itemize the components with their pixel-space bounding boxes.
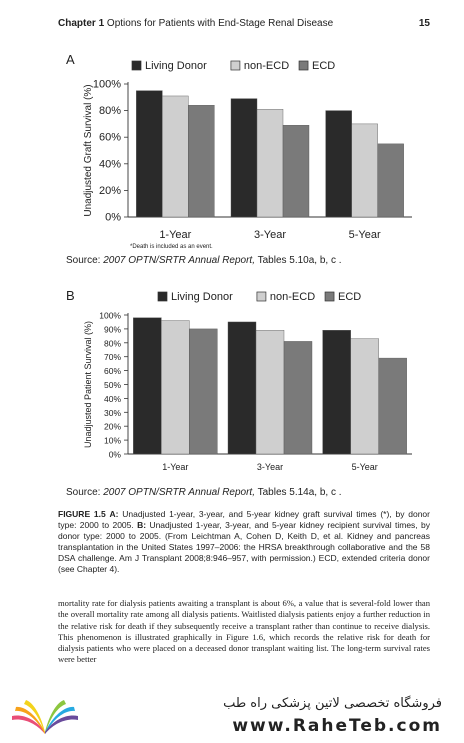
x-category-label: 3-Year (256, 462, 284, 472)
legend-swatch-3 (299, 61, 308, 70)
caption-b-marker: B: (137, 520, 147, 530)
chapter-title: Options for Patients with End-Stage Renal Disease (106, 18, 334, 29)
caption-b-text: Unadjusted 1-year, 3-year, and 5-year kidney recipient survival times, by donor type: 2000 to 2005. (From Leichtman A, Cohen D, Keith D, et al. Kidney and pancreas transplantation in the United States 1997–2006: the HRSA breakthrough collaborative and the 58 DSA challenge. Am J Transplant 2008;8:946–957, with permission.) ECD, extended criteria donor (see Chapter 4). (58, 520, 430, 574)
legend-label-1: Living Donor (145, 60, 207, 72)
bar-non-ecd-5-year (352, 124, 378, 217)
bar-living-donor-5-year (326, 111, 352, 217)
bar-living-donor-3-year (228, 322, 256, 454)
bar-non-ecd-3-year (256, 330, 284, 454)
source-b-italic: 2007 OPTN/SRTR Annual Report, (103, 487, 255, 498)
y-axis-title: Unadjusted Graft Survival (%) (83, 84, 94, 217)
y-tick-label: 60% (98, 131, 121, 144)
chart-a (0, 55, 464, 255)
bar-non-ecd-3-year (257, 109, 283, 217)
body-paragraph: mortality rate for dialysis patients awaiting a transplant is about 6%, a value that is several-fold lower than the overall mortality rate among all dialysis patients. Waitlisted dialysis patients enjoy a further reduction in the relative risk for death if they subsequently receive a transplant rather than continue to receive dialysis. This phenomenon is illustrated graphically in Figure 1.6, which records the relative risk for death for dialysis patients who were placed on a deceased donor transplant waiting list. The long-term survival rates were better (58, 598, 430, 665)
bar-ecd-3-year (284, 341, 312, 454)
bar-non-ecd-1-year (161, 321, 189, 454)
legend-label-2: non-ECD (269, 291, 316, 303)
book-logo-icon (10, 698, 80, 738)
caption-a-marker: A: (109, 509, 119, 519)
panel-b-letter: B (66, 288, 75, 303)
legend-swatch-1 (158, 292, 167, 301)
chapter-word: Chapter (58, 18, 96, 29)
source-b-suffix: Tables 5.14a, b, c . (255, 487, 342, 498)
x-category-label: 5-Year (348, 229, 381, 241)
bar-living-donor-5-year (323, 330, 351, 454)
watermark-persian-text: فروشگاه تخصصی لاتین پزشکی راه طب (223, 696, 442, 711)
chart-b (0, 286, 464, 486)
bar-living-donor-1-year (133, 318, 161, 454)
legend-swatch-3 (325, 292, 334, 301)
bar-ecd-5-year (379, 358, 407, 454)
x-category-label: 3-Year (253, 229, 287, 241)
legend-label-2: non-ECD (243, 60, 290, 72)
y-axis-title: Unadjusted Patient Survival (%) (83, 320, 93, 449)
legend-label-1: Living Donor (171, 291, 233, 303)
bar-ecd-5-year (378, 144, 404, 217)
y-tick-label: 20% (103, 421, 121, 432)
source-a (66, 255, 342, 266)
legend-swatch-1 (132, 61, 141, 70)
y-tick-label: 40% (103, 393, 121, 404)
watermark-footer (0, 690, 464, 743)
y-tick-label: 80% (98, 105, 121, 118)
x-category-label: 5-Year (351, 462, 378, 472)
y-tick-label: 60% (103, 366, 121, 377)
legend-label-3: ECD (338, 291, 362, 303)
y-tick-label: 0% (108, 449, 121, 460)
watermark-url: www.RaheTeb.com (232, 716, 442, 736)
bar-ecd-1-year (189, 329, 217, 454)
y-tick-label: 100% (92, 78, 121, 91)
legend-swatch-2 (231, 61, 240, 70)
caption-label: FIGURE 1.5 (58, 509, 106, 519)
chart-footnote: *Death is included as an event. (130, 244, 213, 250)
y-tick-label: 50% (103, 380, 121, 390)
y-tick-label: 40% (98, 158, 121, 171)
legend-label-3: ECD (312, 60, 336, 72)
bar-ecd-3-year (283, 125, 309, 217)
panel-a-letter: A (66, 52, 75, 67)
y-tick-label: 20% (98, 184, 121, 197)
y-tick-label: 90% (103, 324, 121, 335)
y-tick-label: 70% (103, 352, 121, 363)
source-a-italic: 2007 OPTN/SRTR Annual Report, (103, 255, 255, 266)
y-tick-label: 10% (103, 435, 121, 446)
x-category-label: 1-Year (162, 462, 189, 472)
bar-non-ecd-1-year (162, 96, 188, 217)
bar-living-donor-1-year (136, 91, 162, 217)
bar-living-donor-3-year (231, 99, 257, 217)
y-tick-label: 100% (99, 310, 121, 321)
caption-a-text: Unadjusted 1-year, 3-year, and 5-year kidney graft survival times (*), by donor type: 2000 to 2005. (58, 509, 430, 530)
source-b (66, 487, 342, 498)
y-tick-label: 30% (103, 407, 121, 418)
legend-swatch-2 (257, 292, 266, 301)
bar-ecd-1-year (188, 105, 214, 217)
bar-non-ecd-5-year (351, 339, 379, 454)
chapter-number: 1 (98, 18, 105, 29)
running-header (58, 18, 430, 29)
y-tick-label: 0% (105, 211, 121, 224)
source-b-prefix: Source: (66, 487, 104, 498)
y-tick-label: 80% (103, 338, 121, 349)
source-a-suffix: Tables 5.10a, b, c . (255, 255, 342, 266)
x-category-label: 1-Year (159, 229, 192, 241)
source-a-prefix: Source: (66, 255, 104, 266)
page-number: 15 (418, 18, 430, 29)
figure-caption (58, 509, 430, 575)
